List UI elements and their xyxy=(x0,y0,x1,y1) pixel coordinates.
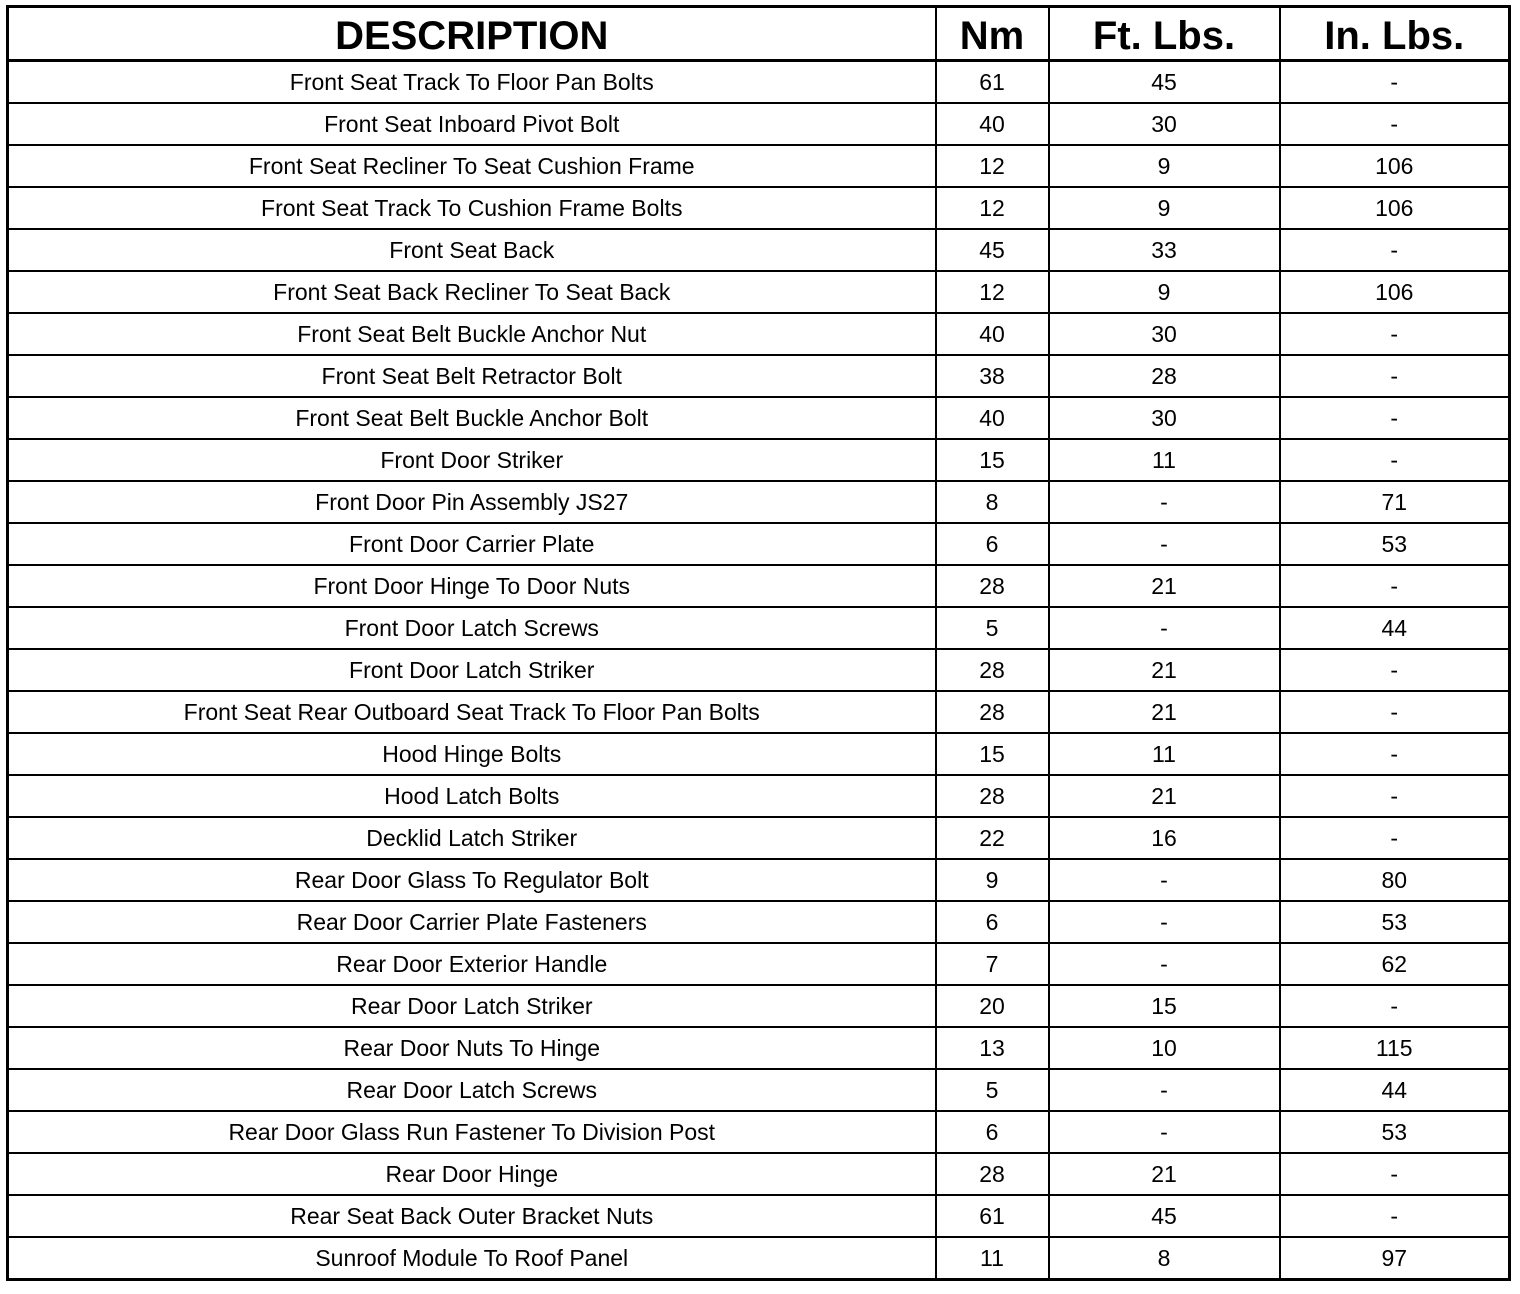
table-row xyxy=(8,439,1510,481)
in-lbs-cell: - xyxy=(1280,355,1510,397)
description-cell: Rear Door Latch Striker xyxy=(8,985,936,1027)
description-cell: Front Seat Rear Outboard Seat Track To Floor Pan Bolts xyxy=(8,691,936,733)
ft-lbs-cell: - xyxy=(1049,523,1280,565)
in-lbs-cell: 44 xyxy=(1280,607,1510,649)
ft-lbs-cell: 30 xyxy=(1049,103,1280,145)
table-header xyxy=(8,7,1510,61)
table-row xyxy=(8,1027,1510,1069)
in-lbs-cell: - xyxy=(1280,1153,1510,1195)
ft-lbs-cell: - xyxy=(1049,607,1280,649)
nm-cell: 7 xyxy=(936,943,1049,985)
nm-cell: 45 xyxy=(936,229,1049,271)
description-cell: Hood Latch Bolts xyxy=(8,775,936,817)
table-row xyxy=(8,1069,1510,1111)
ft-lbs-cell: 9 xyxy=(1049,187,1280,229)
ft-lbs-cell: 28 xyxy=(1049,355,1280,397)
in-lbs-cell: 106 xyxy=(1280,145,1510,187)
description-cell: Front Seat Inboard Pivot Bolt xyxy=(8,103,936,145)
in-lbs-cell: - xyxy=(1280,691,1510,733)
description-cell: Rear Door Latch Screws xyxy=(8,1069,936,1111)
ft-lbs-cell: 10 xyxy=(1049,1027,1280,1069)
description-cell: Front Door Latch Screws xyxy=(8,607,936,649)
in-lbs-cell: - xyxy=(1280,397,1510,439)
description-cell: Rear Door Glass Run Fastener To Division Post xyxy=(8,1111,936,1153)
ft-lbs-cell: 9 xyxy=(1049,271,1280,313)
ft-lbs-cell: 15 xyxy=(1049,985,1280,1027)
description-cell: Front Door Striker xyxy=(8,439,936,481)
in-lbs-cell: 106 xyxy=(1280,271,1510,313)
description-cell: Front Seat Belt Retractor Bolt xyxy=(8,355,936,397)
table-row xyxy=(8,313,1510,355)
nm-cell: 22 xyxy=(936,817,1049,859)
description-cell: Sunroof Module To Roof Panel xyxy=(8,1237,936,1280)
ft-lbs-cell: - xyxy=(1049,1069,1280,1111)
nm-cell: 9 xyxy=(936,859,1049,901)
table-row xyxy=(8,1153,1510,1195)
table-row xyxy=(8,61,1510,104)
description-cell: Front Seat Back xyxy=(8,229,936,271)
nm-cell: 12 xyxy=(936,187,1049,229)
in-lbs-cell: - xyxy=(1280,61,1510,104)
table-row xyxy=(8,817,1510,859)
in-lbs-cell: 80 xyxy=(1280,859,1510,901)
description-cell: Front Seat Track To Floor Pan Bolts xyxy=(8,61,936,104)
table-row xyxy=(8,733,1510,775)
in-lbs-cell: - xyxy=(1280,817,1510,859)
nm-cell: 15 xyxy=(936,733,1049,775)
torque-spec-table xyxy=(6,5,1511,1281)
description-cell: Front Seat Belt Buckle Anchor Nut xyxy=(8,313,936,355)
description-column-header: DESCRIPTION xyxy=(8,7,936,61)
in-lbs-cell: - xyxy=(1280,1195,1510,1237)
nm-cell: 28 xyxy=(936,649,1049,691)
ft-lbs-cell: - xyxy=(1049,481,1280,523)
table-row xyxy=(8,271,1510,313)
ft-lbs-cell: - xyxy=(1049,943,1280,985)
in-lbs-cell: - xyxy=(1280,649,1510,691)
in-lbs-cell: 53 xyxy=(1280,523,1510,565)
ft-lbs-cell: 21 xyxy=(1049,1153,1280,1195)
description-cell: Front Seat Recliner To Seat Cushion Frame xyxy=(8,145,936,187)
ft-lbs-cell: 33 xyxy=(1049,229,1280,271)
table-body xyxy=(8,61,1510,1280)
nm-cell: 13 xyxy=(936,1027,1049,1069)
description-cell: Rear Door Nuts To Hinge xyxy=(8,1027,936,1069)
nm-cell: 20 xyxy=(936,985,1049,1027)
description-cell: Rear Door Glass To Regulator Bolt xyxy=(8,859,936,901)
nm-cell: 6 xyxy=(936,1111,1049,1153)
ft-lbs-cell: 16 xyxy=(1049,817,1280,859)
table-row xyxy=(8,859,1510,901)
table-row xyxy=(8,523,1510,565)
ft-lbs-cell: 11 xyxy=(1049,439,1280,481)
header-row xyxy=(8,7,1510,61)
ft-lbs-cell: 21 xyxy=(1049,649,1280,691)
description-cell: Front Door Carrier Plate xyxy=(8,523,936,565)
nm-cell: 15 xyxy=(936,439,1049,481)
in-lbs-cell: - xyxy=(1280,985,1510,1027)
in-lbs-cell: 44 xyxy=(1280,1069,1510,1111)
table-row xyxy=(8,1195,1510,1237)
nm-column-header: Nm xyxy=(936,7,1049,61)
nm-cell: 61 xyxy=(936,61,1049,104)
nm-cell: 8 xyxy=(936,481,1049,523)
nm-cell: 28 xyxy=(936,775,1049,817)
description-cell: Front Door Pin Assembly JS27 xyxy=(8,481,936,523)
in-lbs-cell: 97 xyxy=(1280,1237,1510,1280)
in-lbs-cell: - xyxy=(1280,229,1510,271)
in-lbs-column-header: In. Lbs. xyxy=(1280,7,1510,61)
nm-cell: 40 xyxy=(936,313,1049,355)
table-row xyxy=(8,229,1510,271)
in-lbs-cell: 62 xyxy=(1280,943,1510,985)
table-row xyxy=(8,649,1510,691)
table-row xyxy=(8,607,1510,649)
table-row xyxy=(8,145,1510,187)
description-cell: Front Seat Track To Cushion Frame Bolts xyxy=(8,187,936,229)
in-lbs-cell: - xyxy=(1280,565,1510,607)
ft-lbs-cell: 45 xyxy=(1049,61,1280,104)
table-row xyxy=(8,943,1510,985)
table-row xyxy=(8,187,1510,229)
table-row xyxy=(8,103,1510,145)
nm-cell: 38 xyxy=(936,355,1049,397)
ft-lbs-cell: - xyxy=(1049,859,1280,901)
table-row xyxy=(8,985,1510,1027)
description-cell: Rear Door Carrier Plate Fasteners xyxy=(8,901,936,943)
ft-lbs-cell: 21 xyxy=(1049,565,1280,607)
in-lbs-cell: 53 xyxy=(1280,1111,1510,1153)
table-row xyxy=(8,1111,1510,1153)
nm-cell: 28 xyxy=(936,691,1049,733)
nm-cell: 40 xyxy=(936,103,1049,145)
description-cell: Front Seat Back Recliner To Seat Back xyxy=(8,271,936,313)
ft-lbs-cell: 11 xyxy=(1049,733,1280,775)
ft-lbs-cell: 45 xyxy=(1049,1195,1280,1237)
table-row xyxy=(8,397,1510,439)
ft-lbs-cell: 30 xyxy=(1049,397,1280,439)
ft-lbs-cell: 21 xyxy=(1049,775,1280,817)
description-cell: Front Door Latch Striker xyxy=(8,649,936,691)
nm-cell: 12 xyxy=(936,145,1049,187)
in-lbs-cell: 71 xyxy=(1280,481,1510,523)
nm-cell: 40 xyxy=(936,397,1049,439)
in-lbs-cell: - xyxy=(1280,775,1510,817)
ft-lbs-cell: - xyxy=(1049,1111,1280,1153)
ft-lbs-cell: 21 xyxy=(1049,691,1280,733)
nm-cell: 6 xyxy=(936,901,1049,943)
description-cell: Rear Door Hinge xyxy=(8,1153,936,1195)
description-cell: Rear Seat Back Outer Bracket Nuts xyxy=(8,1195,936,1237)
ft-lbs-column-header: Ft. Lbs. xyxy=(1049,7,1280,61)
nm-cell: 61 xyxy=(936,1195,1049,1237)
in-lbs-cell: - xyxy=(1280,439,1510,481)
nm-cell: 11 xyxy=(936,1237,1049,1280)
in-lbs-cell: 106 xyxy=(1280,187,1510,229)
table-row xyxy=(8,565,1510,607)
nm-cell: 5 xyxy=(936,1069,1049,1111)
in-lbs-cell: 115 xyxy=(1280,1027,1510,1069)
table-row xyxy=(8,901,1510,943)
table-row xyxy=(8,691,1510,733)
in-lbs-cell: - xyxy=(1280,313,1510,355)
description-cell: Front Door Hinge To Door Nuts xyxy=(8,565,936,607)
description-cell: Decklid Latch Striker xyxy=(8,817,936,859)
nm-cell: 5 xyxy=(936,607,1049,649)
description-cell: Hood Hinge Bolts xyxy=(8,733,936,775)
ft-lbs-cell: 9 xyxy=(1049,145,1280,187)
in-lbs-cell: - xyxy=(1280,103,1510,145)
ft-lbs-cell: 30 xyxy=(1049,313,1280,355)
nm-cell: 28 xyxy=(936,1153,1049,1195)
nm-cell: 6 xyxy=(936,523,1049,565)
nm-cell: 28 xyxy=(936,565,1049,607)
description-cell: Rear Door Exterior Handle xyxy=(8,943,936,985)
ft-lbs-cell: 8 xyxy=(1049,1237,1280,1280)
table-row xyxy=(8,355,1510,397)
description-cell: Front Seat Belt Buckle Anchor Bolt xyxy=(8,397,936,439)
table-row xyxy=(8,1237,1510,1280)
ft-lbs-cell: - xyxy=(1049,901,1280,943)
table-row xyxy=(8,481,1510,523)
nm-cell: 12 xyxy=(936,271,1049,313)
in-lbs-cell: - xyxy=(1280,733,1510,775)
in-lbs-cell: 53 xyxy=(1280,901,1510,943)
table-row xyxy=(8,775,1510,817)
